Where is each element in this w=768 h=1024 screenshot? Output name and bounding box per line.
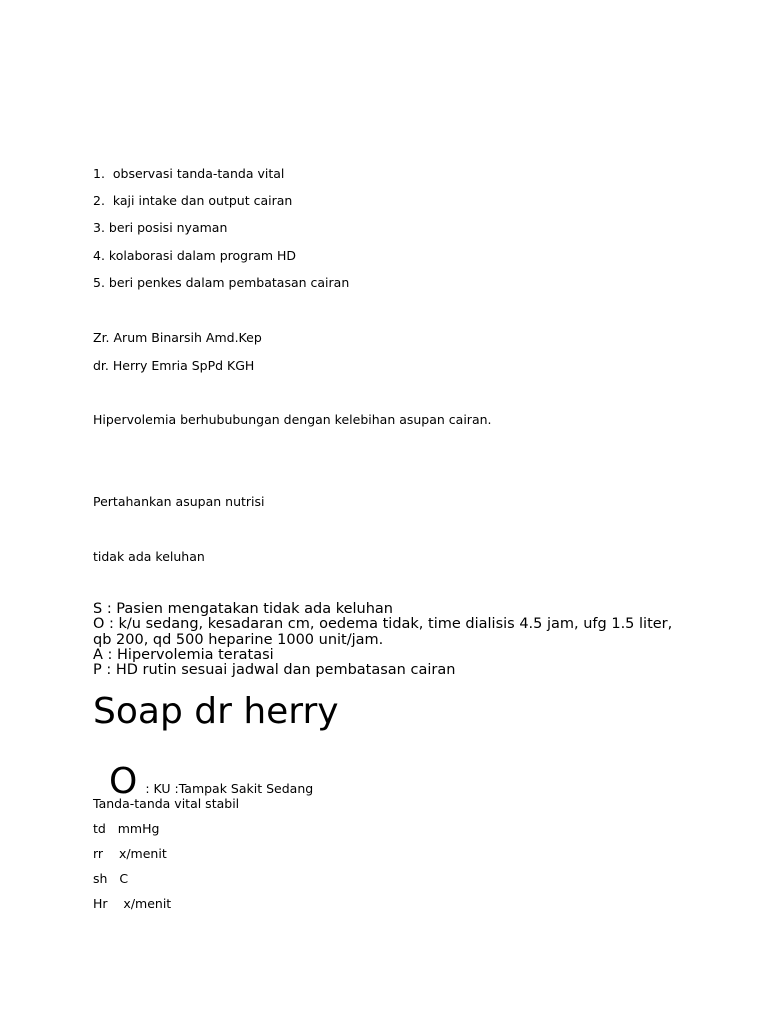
soap-summary xyxy=(93,602,672,678)
plan-note: Pertahankan asupan nutrisi xyxy=(93,494,265,509)
staff-doctor: dr. Herry Emria SpPd KGH xyxy=(93,358,255,373)
vital-sh: sh C xyxy=(93,871,129,886)
intervention-item-4: 4. kolaborasi dalam program HD xyxy=(93,248,297,263)
intervention-item-1: 1. observasi tanda-tanda vital xyxy=(93,166,285,181)
soap-objective-line2: qb 200, qd 500 heparine 1000 unit/jam. xyxy=(93,631,384,648)
vitals-heading: Tanda-tanda vital stabil xyxy=(93,796,240,811)
objective-text: : KU :Tampak Sakit Sedang xyxy=(145,781,314,796)
vital-hr: Hr x/menit xyxy=(93,896,172,911)
complaint-text: tidak ada keluhan xyxy=(93,549,205,564)
soap-subjective: S : Pasien mengatakan tidak ada keluhan xyxy=(93,601,393,617)
soap-objective-line1: O : k/u sedang, kesadaran cm, oedema tidak, time dialisis 4.5 jam, ufg 1.5 liter, xyxy=(93,616,673,633)
intervention-item-2: 2. kaji intake dan output cairan xyxy=(93,193,293,208)
soap-plan: P : HD rutin sesuai jadwal dan pembatasan cairan xyxy=(93,662,456,679)
soap-assessment: A : Hipervolemia teratasi xyxy=(93,646,274,663)
vital-td: td mmHg xyxy=(93,821,160,836)
objective-heading xyxy=(93,744,314,802)
intervention-item-3: 3. beri posisi nyaman xyxy=(93,220,228,235)
staff-nurse: Zr. Arum Binarsih Amd.Kep xyxy=(93,330,262,345)
objective-letter: O xyxy=(109,761,138,802)
diagnosis-text: Hipervolemia berhububungan dengan kelebihan asupan cairan. xyxy=(93,412,492,427)
vital-rr: rr x/menit xyxy=(93,846,167,861)
intervention-item-5: 5. beri penkes dalam pembatasan cairan xyxy=(93,275,350,290)
soap-title: Soap dr herry xyxy=(93,691,339,732)
